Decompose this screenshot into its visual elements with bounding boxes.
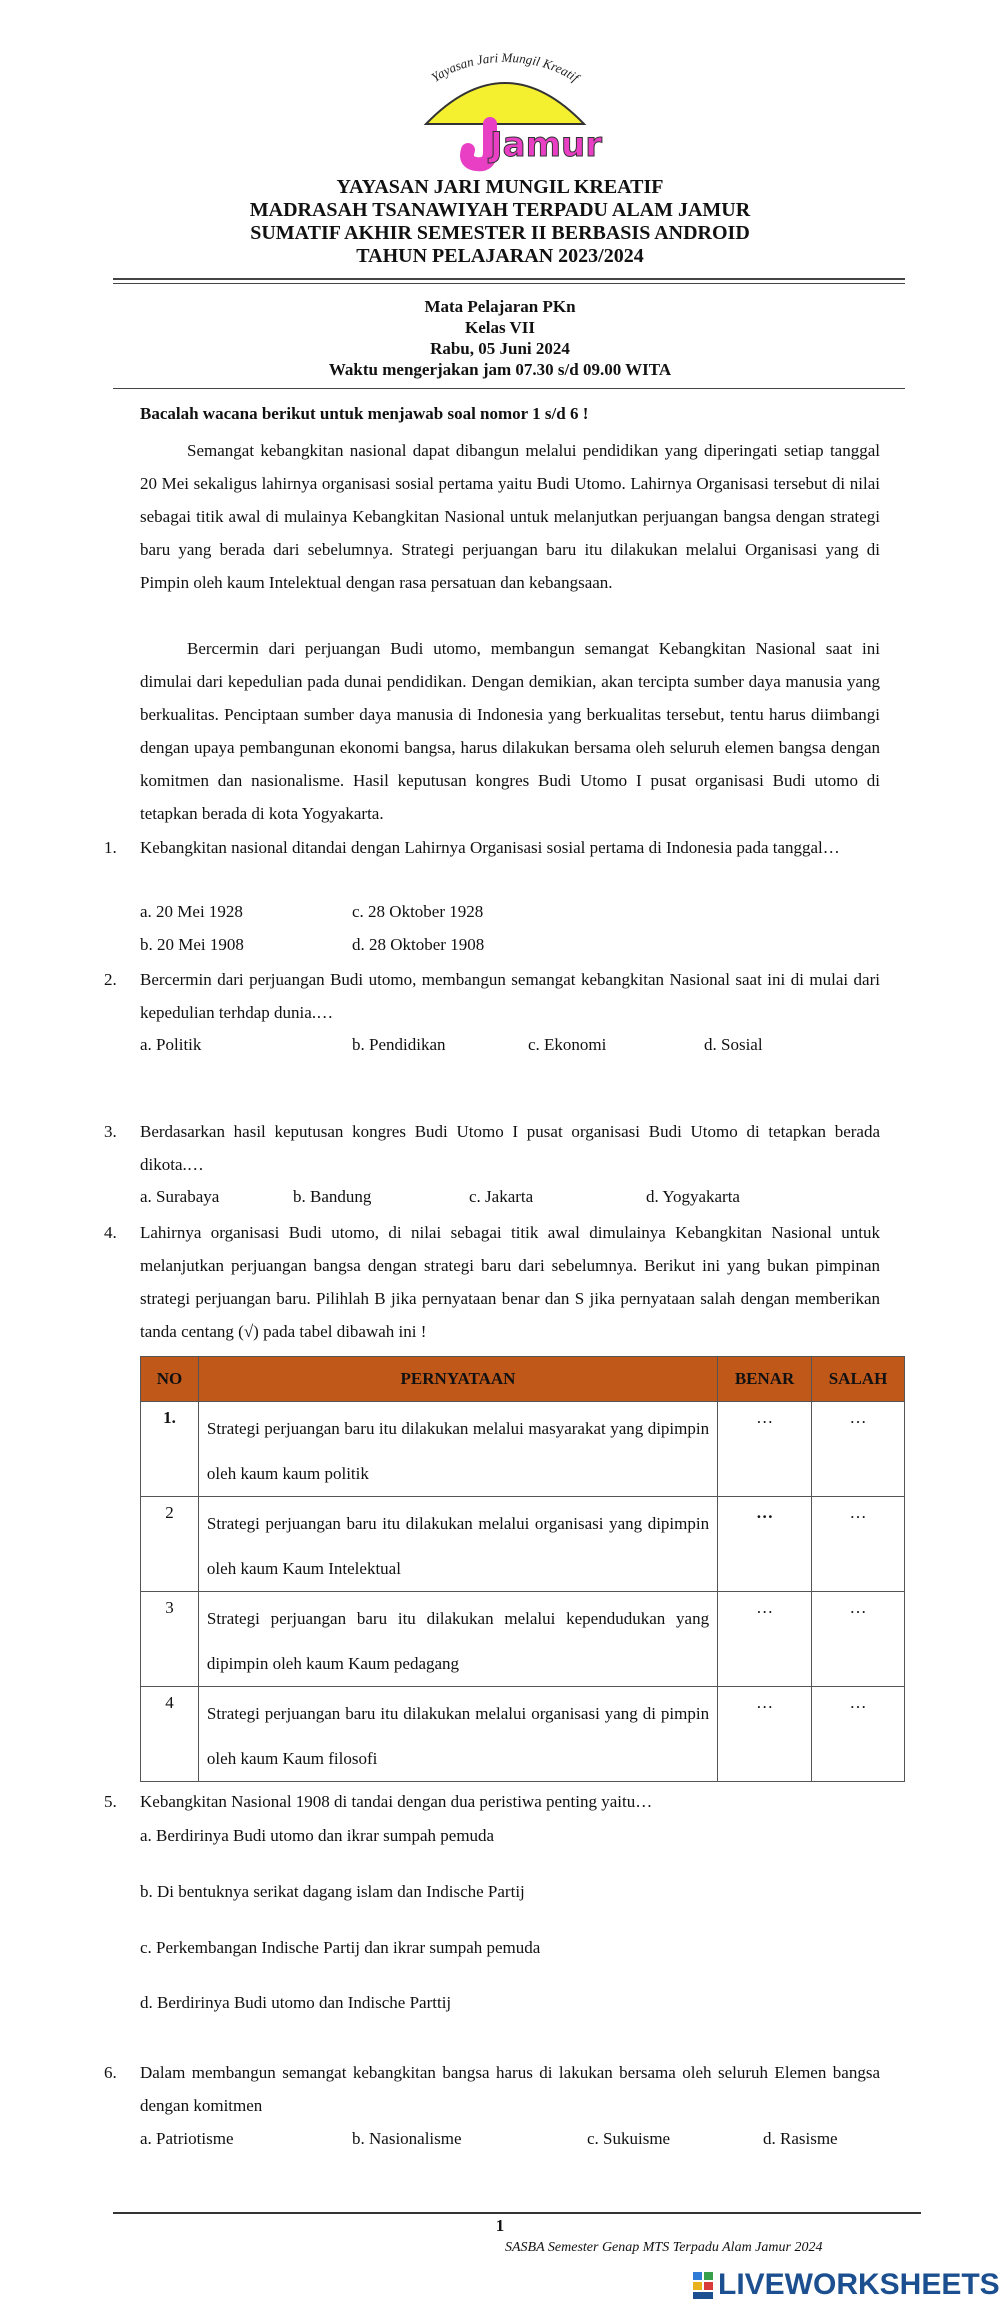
reading-instruction: Bacalah wacana berikut untuk menjawab soal nomor 1 s/d 6 ! [140,404,589,423]
passage-paragraph-1: Semangat kebangkitan nasional dapat dibangun melalui pendidikan yang diperingati setiap tanggal 20 Mei sekaligus lahirnya organisasi sosial pertama yaitu Budi Utomo. Lahirnya Organisasi tersebut di nilai sebagai titik awal di mulainya Kebangkitan Nasional untuk melanjutkan perjuangan bangsa dengan strategi baru yang berada dari sebelumnya. Strategi perjuangan baru itu dilakukan melalui Organisasi yang di Pimpin oleh kaum Intelektual dengan rasa persatuan dan kebangsaan. [140,441,880,592]
table-header-false: SALAH [812,1357,905,1402]
row-statement: Strategi perjuangan baru itu dilakukan melalui masyarakat yang dipimpin oleh kaum kaum politik [198,1402,717,1497]
table-row [141,1402,905,1497]
table-row [141,1592,905,1687]
liveworksheets-brand[interactable]: LIVEWORKSHEETS [718,2268,1000,2301]
question-3-option-a[interactable]: a. Surabaya [140,1187,220,1206]
question-1-option-b[interactable]: b. 20 Mei 1908 [140,935,244,954]
row-statement: Strategi perjuangan baru itu dilakukan melalui organisasi yang di pimpin oleh kaum Kaum filosofi [198,1687,717,1782]
question-5-option-d[interactable]: d. Berdirinya Budi utomo dan Indische Parttij [140,1993,452,2012]
question-3-option-c[interactable]: c. Jakarta [469,1187,534,1206]
logo-arc-text: Yayasan Jari Mungil Kreatif [428,52,582,85]
statement-table [140,1356,905,1782]
logo-name: Jamur [490,125,602,165]
liveworksheets-logo-icon [693,2272,713,2299]
question-1-option-a[interactable]: a. 20 Mei 1928 [140,902,243,921]
exam-time: Waktu mengerjakan jam 07.30 s/d 09.00 WITA [328,360,672,379]
false-checkbox-cell[interactable]: … [812,1497,905,1592]
false-checkbox-cell[interactable]: … [812,1592,905,1687]
question-6-option-d[interactable]: d. Rasisme [763,2129,838,2148]
footer-caption: SASBA Semester Genap MTS Terpadu Alam Jamur 2024 [505,2240,823,2255]
table-header-true: BENAR [718,1357,812,1402]
header-line-2: MADRASAH TSANAWIYAH TERPADU ALAM JAMUR [249,199,751,221]
false-checkbox-cell[interactable]: … [812,1687,905,1782]
table-row [141,1497,905,1592]
question-2-text: Bercermin dari perjuangan Budi utomo, membangun semangat kebangkitan Nasional saat ini di mulai dari kepedulian terhdap dunia.… [140,970,880,1022]
question-2-option-c[interactable]: c. Ekonomi [528,1035,607,1054]
question-2-option-a[interactable]: a. Politik [140,1035,202,1054]
true-checkbox-cell[interactable]: … [718,1402,812,1497]
table-header-statement: PERNYATAAN [198,1357,717,1402]
false-checkbox-cell[interactable]: … [812,1402,905,1497]
row-number: 1. [141,1402,199,1497]
exam-date: Rabu, 05 Juni 2024 [430,339,570,358]
question-5-option-c[interactable]: c. Perkembangan Indische Partij dan ikrar sumpah pemuda [140,1938,541,1957]
header-line-1: YAYASAN JARI MUNGIL KREATIF [336,176,664,198]
table-row [141,1687,905,1782]
header-line-3: SUMATIF AKHIR SEMESTER II BERBASIS ANDROID [250,222,750,244]
true-checkbox-cell[interactable]: … [718,1592,812,1687]
question-5-text: Kebangkitan Nasional 1908 di tandai dengan dua peristiwa penting yaitu… [140,1792,653,1811]
header-line-4: TAHUN PELAJARAN 2023/2024 [356,245,644,267]
question-1-option-d[interactable]: d. 28 Oktober 1908 [352,935,485,954]
question-number: 4. [104,1223,117,1242]
question-6-option-b[interactable]: b. Nasionalisme [352,2129,462,2148]
question-2-option-d[interactable]: d. Sosial [704,1035,763,1054]
question-3-option-b[interactable]: b. Bandung [293,1187,372,1206]
question-4-text: Lahirnya organisasi Budi utomo, di nilai sebagai titik awal dimulainya Kebangkitan Nasional untuk melanjutkan perjuangan bangsa dengan strategi baru dari sebelumnya. Berikut ini yang bukan pimpinan strategi perjuangan baru. Pilihlah B jika pernyataan benar dan S jika pernyataan salah dengan memberikan tanda centang (√) pada tabel dibawah ini ! [140,1223,880,1341]
question-number: 3. [104,1122,117,1141]
header-divider [113,278,905,280]
question-number: 5. [104,1792,117,1811]
question-6-option-a[interactable]: a. Patriotisme [140,2129,234,2148]
footer-divider [113,2212,921,2214]
row-statement: Strategi perjuangan baru itu dilakukan melalui kependudukan yang dipimpin oleh kaum Kaum pedagang [198,1592,717,1687]
exam-class: Kelas VII [464,318,536,337]
row-number: 2 [141,1497,199,1592]
question-3-text: Berdasarkan hasil keputusan kongres Budi Utomo I pusat organisasi Budi Utomo di tetapkan berada dikota.… [140,1122,880,1174]
question-2-option-b[interactable]: b. Pendidikan [352,1035,446,1054]
passage-paragraph-2: Bercermin dari perjuangan Budi utomo, membangun semangat Kebangkitan Nasional saat ini dimulai dari kepedulian pada dunai pendidikan. Dengan demikian, akan tercipta sumber daya manusia yang berkualitas. Penciptaan sumber daya manusia di Indonesia yang berkualitas tersebut, tentu harus diimbangi dengan upaya pembangunan ekonomi bangsa, harus dilakukan bersama oleh seluruh elemen bangsa dengan komitmen dan nasionalisme. Hasil keputusan kongres Budi Utomo I pusat organisasi Budi utomo di tetapkan berada di kota Yogyakarta. [140,639,880,823]
question-number: 6. [104,2063,117,2082]
row-number: 3 [141,1592,199,1687]
true-checkbox-cell[interactable]: … [718,1687,812,1782]
question-6-text: Dalam membangun semangat kebangkitan bangsa harus di lakukan bersama oleh seluruh Elemen bangsa dengan komitmen [140,2063,880,2115]
question-5-option-b[interactable]: b. Di bentuknya serikat dagang islam dan Indische Partij [140,1882,525,1901]
page-number: 1 [495,2216,505,2235]
row-statement: Strategi perjuangan baru itu dilakukan melalui organisasi yang dipimpin oleh kaum Kaum Intelektual [198,1497,717,1592]
question-number: 1. [104,838,117,857]
question-3-option-d[interactable]: d. Yogyakarta [646,1187,740,1206]
question-1-option-c[interactable]: c. 28 Oktober 1928 [352,902,484,921]
question-number: 2. [104,970,117,989]
exam-subject: Mata Pelajaran PKn [424,297,576,316]
svg-text:Yayasan Jari Mungil Kreatif [428,52,583,86]
question-1-text: Kebangkitan nasional ditandai dengan Lahirnya Organisasi sosial pertama di Indonesia pada tanggal… [140,838,840,857]
header-divider-thin [113,283,905,284]
row-number: 4 [141,1687,199,1782]
true-checkbox-cell[interactable]: … [718,1497,812,1592]
question-5-option-a[interactable]: a. Berdirinya Budi utomo dan ikrar sumpah pemuda [140,1826,495,1845]
school-logo [398,52,612,172]
table-header-no: NO [141,1357,199,1402]
info-divider [113,388,905,389]
question-6-option-c[interactable]: c. Sukuisme [587,2129,671,2148]
